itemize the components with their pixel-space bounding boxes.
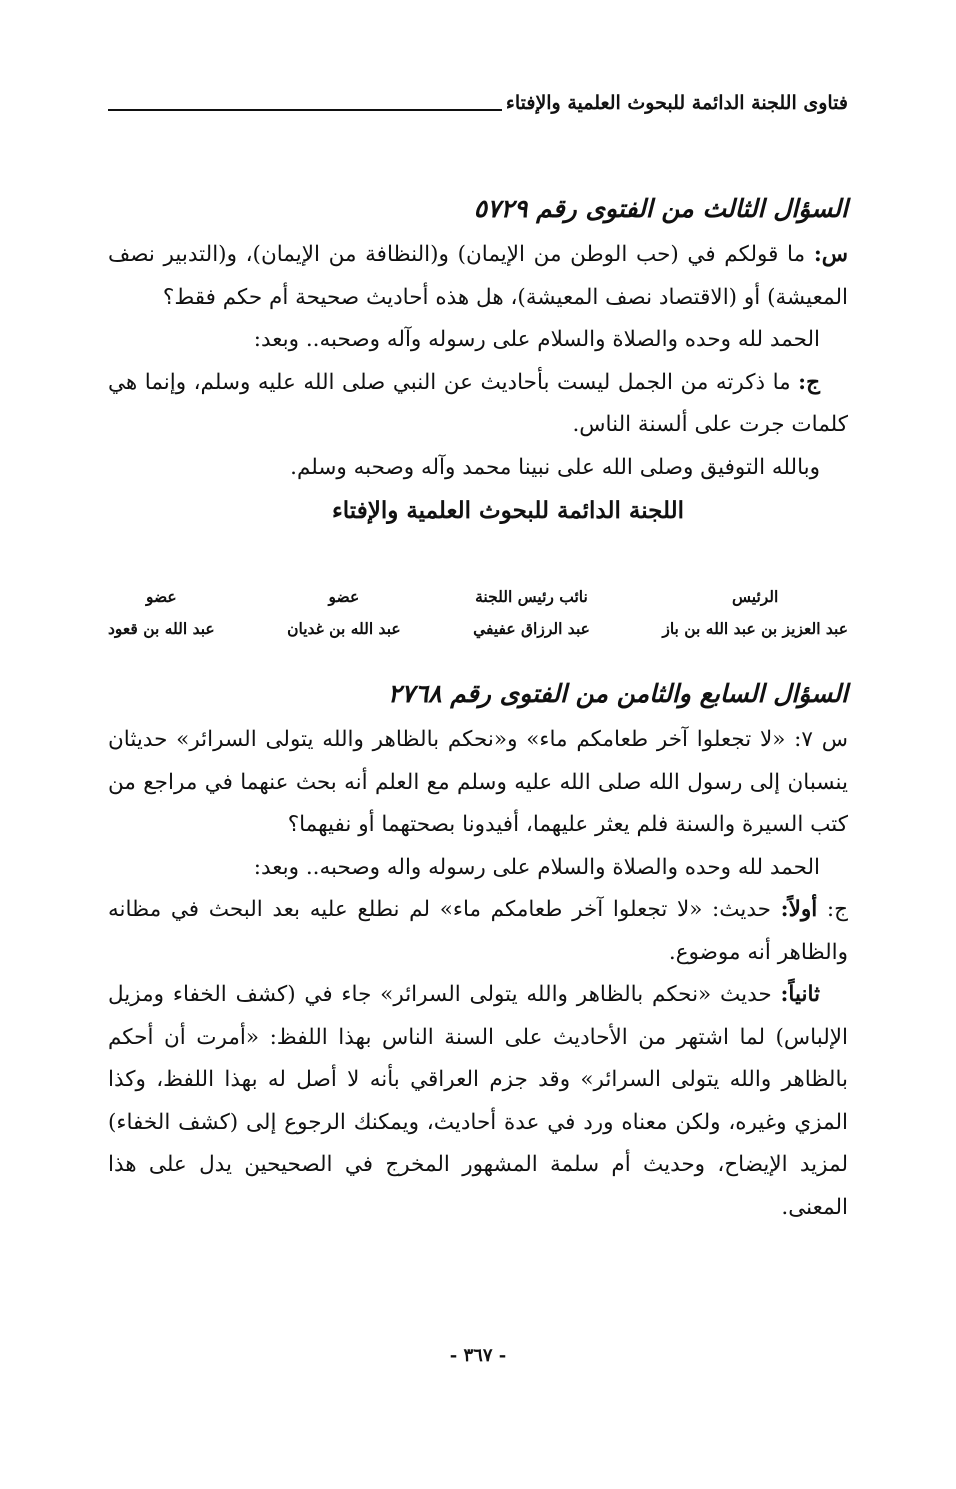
signature-name: عبد الله بن قعود: [108, 619, 215, 638]
first-point-text: حديث: «لا تجعلوا آخر طعامكم ماء» لم نطلع عليه بعد البحث في مظانه والظاهر أنه موضوع.: [108, 897, 848, 965]
answer-prefix: ج:: [826, 897, 848, 922]
signature-chairman: [662, 581, 848, 645]
fatwa-2-question: [108, 719, 848, 847]
fatwa-2-praise: الحمد لله وحده والصلاة والسلام على رسوله واله وصحبه.. وبعد:: [253, 854, 820, 880]
signature-block: [108, 581, 848, 645]
signature-member-1: [287, 581, 401, 645]
running-title: فتاوى اللجنة الدائمة للبحوث العلمية والإفتاء: [505, 92, 848, 114]
fatwa-1-answer: [108, 362, 848, 447]
second-point-label: ثانياً:: [780, 982, 820, 1007]
signature-role: الرئيس: [732, 587, 779, 606]
question-prefix: س ٧:: [794, 727, 848, 752]
fatwa-2-answer-first: [108, 889, 848, 974]
signature-name: عبد الرزاق عفيفي: [473, 619, 590, 638]
question-text: ما قولكم في (حب الوطن من الإيمان) و(النظافة من الإيمان)، و(التدبير نصف المعيشة) أو (الاقتصاد نصف المعيشة)، هل هذه أحاديث صحيحة أم حكم فقط؟: [108, 242, 848, 310]
fatwa-section-1: [108, 190, 848, 533]
page-content: [108, 190, 848, 1229]
signature-member-2: [108, 581, 215, 645]
fatwa-2-title: السؤال السابع والثامن من الفتوى رقم ٢٧٦٨: [387, 679, 848, 708]
first-point-label: أولاً:: [780, 897, 818, 922]
fatwa-2-answer-second: [108, 974, 848, 1229]
committee-name: اللجنة الدائمة للبحوث العلمية والإفتاء: [331, 497, 685, 524]
signature-role: عضو: [328, 587, 360, 606]
running-header: [108, 88, 848, 114]
header-rule: [108, 109, 502, 111]
question-text: «لا تجعلوا آخر طعامكم ماء» و«نحكم بالظاهر والله يتولى السرائر» حديثان ينسبان إلى رسول الله صلى الله عليه وسلم مع العلم أنه بحث عنهما في مراجع من كتب السيرة والسنة فلم يعثر عليهما، أفيدونا بصحتهما أو نفيهما؟: [108, 727, 848, 837]
fatwa-section-2: [108, 675, 848, 1229]
fatwa-1-closing: وبالله التوفيق وصلى الله على نبينا محمد وآله وصحبه وسلم.: [290, 454, 820, 480]
second-point-text: حديث «نحكم بالظاهر والله يتولى السرائر» جاء في (كشف الخفاء ومزيل الإلباس) لما اشتهر من الأحاديث على السنة الناس بهذا اللفظ: «أمرت أن أحكم بالظاهر والله يتولى السرائر» وقد جزم العراقي بأنه لا أصل له بهذا اللفظ، وكذا المزي وغيره، ولكن معناه ورد في عدة أحاديث، ويمكنك الرجوع إلى (كشف الخفاء) لمزيد الإيضاح، وحديث أم سلمة المشهور المخرج في الصحيحين يدل على هذا المعنى.: [108, 982, 848, 1220]
question-prefix: س:: [813, 242, 848, 267]
page-number: - ٣٦٧ -: [449, 1345, 507, 1366]
signature-vice-chairman: [473, 581, 590, 645]
fatwa-1-praise: الحمد لله وحده والصلاة والسلام على رسوله وآله وصحبه.. وبعد:: [253, 327, 820, 352]
answer-prefix: ج:: [798, 369, 820, 395]
answer-text: ما ذكرته من الجمل ليست بأحاديث عن النبي صلى الله عليه وسلم، وإنما هي كلمات جرت على ألسنة الناس.: [108, 369, 848, 437]
signature-name: عبد العزيز بن عبد الله بن باز: [662, 619, 848, 638]
fatwa-1-title: السؤال الثالث من الفتوى رقم ٥٧٢٩: [473, 194, 848, 223]
signature-role: نائب رئيس اللجنة: [475, 587, 588, 606]
signature-name: عبد الله بن غديان: [287, 619, 401, 638]
fatwa-1-question: [108, 234, 848, 319]
signature-role: عضو: [145, 587, 177, 606]
